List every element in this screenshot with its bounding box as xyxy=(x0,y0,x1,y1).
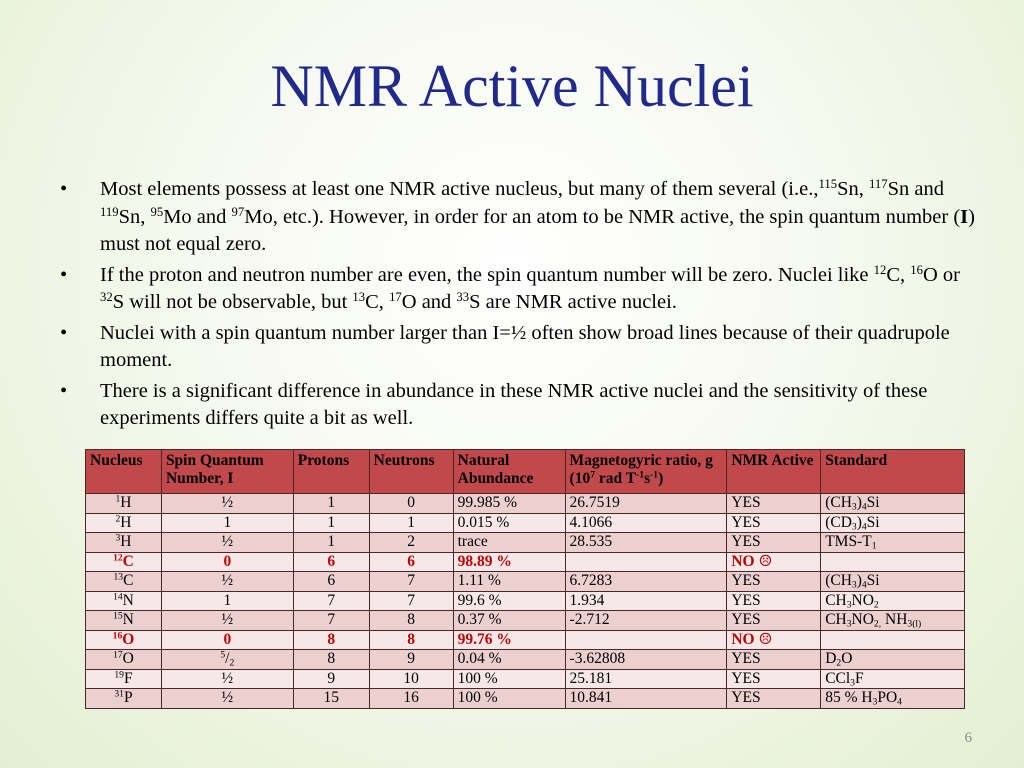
protons-cell: 7 xyxy=(293,591,369,611)
superscript: 13 xyxy=(113,571,124,583)
spin-cell xyxy=(161,552,293,572)
neutrons-cell: 16 xyxy=(369,689,453,709)
column-header xyxy=(821,450,965,494)
spin-cell xyxy=(161,689,293,709)
text-run: Protons xyxy=(297,452,350,469)
abundance-cell: 100 % xyxy=(453,689,565,709)
text-run: Spin Quantum Number, I xyxy=(165,452,264,487)
bullet-item xyxy=(60,320,980,375)
text-run: 0 xyxy=(223,552,232,570)
text-run: If the proton and neutron number are even, the spin quantum number will be zero. Nuclei like xyxy=(100,263,874,286)
text-run: H xyxy=(120,494,132,511)
text-run: ) xyxy=(856,513,862,531)
column-header xyxy=(86,450,162,494)
bullet-text xyxy=(100,178,975,255)
abundance-cell: 99.985 % xyxy=(453,494,565,514)
nmr-active-cell: YES xyxy=(727,591,821,611)
text-run: Si xyxy=(866,513,880,531)
text-run: 1 xyxy=(223,591,232,609)
table-header-row xyxy=(86,450,965,494)
abundance-cell: trace xyxy=(453,533,565,553)
neutrons-cell: 9 xyxy=(369,650,453,670)
nmr-active-cell: YES xyxy=(727,611,821,631)
text-run: ) xyxy=(856,494,862,511)
text-run: ½ xyxy=(221,572,234,589)
superscript: -1 xyxy=(650,469,659,481)
subscript: 4 xyxy=(897,696,902,708)
superscript: 13 xyxy=(352,290,366,305)
neutrons-cell: 7 xyxy=(369,591,453,611)
subscript: 3 xyxy=(846,618,852,630)
text-run: H xyxy=(120,533,132,550)
text-run: (CH xyxy=(825,572,852,589)
spin-cell xyxy=(161,533,293,553)
nucleus-cell xyxy=(86,630,162,650)
protons-cell: 9 xyxy=(293,669,369,689)
standard-cell xyxy=(821,552,965,572)
superscript: 15 xyxy=(113,610,123,622)
subscript: 3 xyxy=(846,598,852,610)
bullet-text xyxy=(100,322,950,372)
superscript: 5 xyxy=(220,649,226,661)
subscript: 2 xyxy=(229,657,235,669)
superscript: 19 xyxy=(114,669,124,681)
nmr-active-cell: YES xyxy=(727,494,821,514)
protons-cell: 1 xyxy=(293,533,369,553)
text-run: C, xyxy=(365,291,390,313)
table-row xyxy=(86,552,965,572)
bullet-list xyxy=(60,176,980,436)
table-row xyxy=(86,533,965,553)
text-run: Nucleus xyxy=(90,452,143,469)
bullet-text xyxy=(100,380,927,430)
abundance-cell: 99.76 % xyxy=(453,630,565,650)
nmr-active-cell: YES xyxy=(727,650,821,670)
standard-cell xyxy=(821,533,965,553)
ratio-cell: 4.1066 xyxy=(565,513,727,533)
protons-cell: 8 xyxy=(293,630,369,650)
protons-cell: 8 xyxy=(293,650,369,670)
text-run: Natural Abundance xyxy=(457,452,534,487)
protons-cell: 6 xyxy=(293,572,369,592)
ratio-cell xyxy=(565,552,727,572)
neutrons-cell: 0 xyxy=(369,494,453,514)
ratio-cell: 25.181 xyxy=(565,669,727,689)
text-run: ½ xyxy=(221,689,234,706)
nmr-active-cell: NO ☹ xyxy=(727,630,821,650)
text-run: H xyxy=(120,513,132,531)
table-row xyxy=(86,669,965,689)
superscript: 1 xyxy=(115,493,121,505)
nucleus-cell xyxy=(86,689,162,709)
subscript: 3 xyxy=(851,501,857,513)
ratio-cell: 28.535 xyxy=(565,533,727,553)
table-row xyxy=(86,591,965,611)
superscript: 14 xyxy=(113,591,123,603)
text-run: Si xyxy=(866,494,880,511)
text-run: Most elements possess at least one NMR active nucleus, but many of them several (i.e., xyxy=(100,178,819,200)
text-run: O or xyxy=(922,263,960,286)
bullet-dot-icon: • xyxy=(60,379,68,402)
subscript: 3 xyxy=(851,520,857,532)
subscript: 1 xyxy=(871,540,877,552)
text-run: ½ xyxy=(221,669,234,687)
superscript: 3 xyxy=(115,532,121,544)
abundance-cell: 0.015 % xyxy=(453,513,565,533)
ratio-cell: -3.62808 xyxy=(565,650,727,670)
ratio-cell: 6.7283 xyxy=(565,572,727,592)
spin-cell xyxy=(161,669,293,689)
text-run: CCl xyxy=(825,669,851,687)
superscript: 12 xyxy=(113,552,123,564)
standard-cell xyxy=(821,669,965,689)
bullet-dot-icon: • xyxy=(60,178,68,200)
superscript: 32 xyxy=(100,290,113,305)
table-row xyxy=(86,572,965,592)
superscript: 117 xyxy=(868,177,888,192)
text-run: ) xyxy=(658,470,664,487)
text-run: Si xyxy=(866,572,880,589)
text-run: D xyxy=(825,650,837,667)
table-row xyxy=(86,630,965,650)
text-run: Standard xyxy=(825,452,888,469)
column-header xyxy=(565,450,727,494)
standard-cell xyxy=(821,650,965,670)
text-run: Nuclei with a spin quantum number larger than I=½ often show broad lines because of their quadrupole moment. xyxy=(100,321,950,371)
text-run: ½ xyxy=(221,494,234,511)
superscript: 7 xyxy=(590,469,595,481)
text-run: P xyxy=(123,689,133,706)
spin-cell xyxy=(161,572,293,592)
protons-cell: 1 xyxy=(293,513,369,533)
column-header xyxy=(727,450,821,494)
superscript: 33 xyxy=(456,290,470,305)
standard-cell xyxy=(821,572,965,592)
spin-cell xyxy=(161,611,293,631)
nmr-active-cell: YES xyxy=(727,533,821,553)
table-row xyxy=(86,513,965,533)
ratio-cell: 26.7519 xyxy=(565,494,727,514)
text-run: N xyxy=(122,591,134,609)
protons-cell: 1 xyxy=(293,494,369,514)
subscript: 2 xyxy=(873,598,879,610)
nmr-active-cell: YES xyxy=(727,572,821,592)
table-row xyxy=(86,494,965,514)
text-run: O xyxy=(122,650,134,667)
text-run: F xyxy=(854,669,864,687)
text-run: TMS-T xyxy=(825,533,872,550)
text-run: There is a significant difference in abundance in these NMR active nuclei and the sensitivity of these experiments differs quite a bit as well. xyxy=(100,379,928,429)
nmr-active-cell: YES xyxy=(727,513,821,533)
nucleus-cell xyxy=(86,650,162,670)
nucleus-cell xyxy=(86,494,162,514)
column-header xyxy=(161,450,293,494)
text-run: Neutrons xyxy=(373,452,435,469)
text-run: (CD xyxy=(825,513,852,531)
ratio-cell xyxy=(565,630,727,650)
nucleus-cell xyxy=(86,513,162,533)
subscript: 2, xyxy=(873,618,882,630)
bold-text: I xyxy=(960,205,969,228)
text-run: O and xyxy=(401,291,457,313)
table-row xyxy=(86,611,965,631)
subscript: 3(l) xyxy=(907,618,922,630)
nucleus-cell xyxy=(86,572,162,592)
neutrons-cell: 2 xyxy=(369,533,453,553)
text-run: PO xyxy=(877,689,898,706)
column-header xyxy=(293,450,369,494)
abundance-cell: 0.04 % xyxy=(453,650,565,670)
text-run: F xyxy=(123,669,133,687)
text-run: CH xyxy=(825,611,847,628)
nucleus-cell xyxy=(86,591,162,611)
superscript: 17 xyxy=(113,649,123,661)
text-run: (CH xyxy=(825,494,852,511)
text-run: Mo, etc.). However, in order for an atom to be NMR active, the spin quantum number ( xyxy=(244,205,961,228)
spin-cell xyxy=(161,513,293,533)
superscript: 31 xyxy=(114,688,124,700)
column-header xyxy=(453,450,565,494)
text-run: ) xyxy=(856,572,862,589)
neutrons-cell: 6 xyxy=(369,552,453,572)
text-run: 85 % H xyxy=(825,689,873,706)
text-run: ½ xyxy=(221,611,234,628)
text-run: Mo and xyxy=(163,205,232,228)
nucleus-cell xyxy=(86,552,162,572)
nucleus-cell xyxy=(86,533,162,553)
nmr-nuclei-table xyxy=(85,449,965,709)
nucleus-cell xyxy=(86,669,162,689)
text-run: Sn, xyxy=(837,178,869,200)
text-run: Sn, xyxy=(118,205,151,228)
text-run: N xyxy=(122,611,134,628)
neutrons-cell: 8 xyxy=(369,611,453,631)
neutrons-cell: 1 xyxy=(369,513,453,533)
nmr-active-cell: YES xyxy=(727,689,821,709)
subscript: 3 xyxy=(850,676,855,688)
neutrons-cell: 7 xyxy=(369,572,453,592)
abundance-cell: 1.11 % xyxy=(453,572,565,592)
ratio-cell: 1.934 xyxy=(565,591,727,611)
superscript: 115 xyxy=(818,177,838,192)
text-run: 1 xyxy=(223,513,232,531)
bullet-item xyxy=(60,176,980,259)
text-run: NO xyxy=(851,591,874,609)
spin-cell xyxy=(161,494,293,514)
standard-cell xyxy=(821,513,965,533)
superscript: 16 xyxy=(112,630,123,642)
text-run: ) must not equal zero. xyxy=(100,205,975,255)
ratio-cell: 10.841 xyxy=(565,689,727,709)
text-run: C xyxy=(122,552,134,570)
text-run: ½ xyxy=(221,533,234,550)
neutrons-cell: 8 xyxy=(369,630,453,650)
abundance-cell: 100 % xyxy=(453,669,565,689)
bullet-dot-icon: • xyxy=(60,321,68,344)
standard-cell xyxy=(821,591,965,611)
text-run: / xyxy=(225,650,230,667)
nmr-active-cell: NO ☹ xyxy=(727,552,821,572)
subscript: 3 xyxy=(851,579,857,591)
text-run: Sn and xyxy=(887,178,944,200)
standard-cell xyxy=(821,611,965,631)
superscript: 12 xyxy=(873,262,887,277)
table-row xyxy=(86,689,965,709)
text-run: CH xyxy=(825,591,847,609)
superscript: 95 xyxy=(150,204,164,219)
text-run: rad T xyxy=(595,470,637,487)
text-run: NMR Active xyxy=(731,452,814,469)
spin-cell xyxy=(161,650,293,670)
protons-cell: 7 xyxy=(293,611,369,631)
standard-cell xyxy=(821,494,965,514)
abundance-cell: 99.6 % xyxy=(453,591,565,611)
spin-cell xyxy=(161,630,293,650)
nmr-active-cell: YES xyxy=(727,669,821,689)
table-body xyxy=(86,494,965,709)
bullet-item xyxy=(60,262,980,317)
subscript: 4 xyxy=(861,520,867,532)
spin-cell xyxy=(161,591,293,611)
text-run: s xyxy=(644,470,651,487)
text-run: NO xyxy=(851,611,874,628)
superscript: 97 xyxy=(231,204,245,219)
subscript: 4 xyxy=(861,579,867,591)
page-number: 6 xyxy=(964,730,972,746)
text-run: Magnetogyric ratio, g (10 xyxy=(569,452,713,487)
standard-cell xyxy=(821,689,965,709)
text-run: O xyxy=(841,650,853,667)
subscript: 3 xyxy=(872,696,878,708)
subscript: 2 xyxy=(836,657,842,669)
text-run: S are NMR active nuclei. xyxy=(469,291,677,313)
superscript: 119 xyxy=(100,204,119,219)
bullet-item xyxy=(60,378,980,433)
text-run: C, xyxy=(886,263,911,286)
standard-cell xyxy=(821,630,965,650)
ratio-cell: -2.712 xyxy=(565,611,727,631)
text-run: 0 xyxy=(223,630,232,648)
nucleus-cell xyxy=(86,611,162,631)
superscript: 2 xyxy=(115,513,121,525)
table-row xyxy=(86,650,965,670)
neutrons-cell: 10 xyxy=(369,669,453,689)
text-run: C xyxy=(123,572,134,589)
column-header xyxy=(369,450,453,494)
bullet-dot-icon: • xyxy=(60,263,68,286)
text-run: O xyxy=(122,630,135,648)
superscript: 17 xyxy=(389,290,402,305)
slide-title: NMR Active Nuclei xyxy=(270,53,754,119)
abundance-cell: 0.37 % xyxy=(453,611,565,631)
superscript: 16 xyxy=(910,262,923,277)
text-run: S will not be observable, but xyxy=(112,291,353,313)
bullet-text xyxy=(100,264,960,314)
subscript: 4 xyxy=(861,501,867,513)
superscript: -1 xyxy=(636,469,645,481)
protons-cell: 15 xyxy=(293,689,369,709)
text-run: NH xyxy=(881,611,908,628)
protons-cell: 6 xyxy=(293,552,369,572)
abundance-cell: 98.89 % xyxy=(453,552,565,572)
